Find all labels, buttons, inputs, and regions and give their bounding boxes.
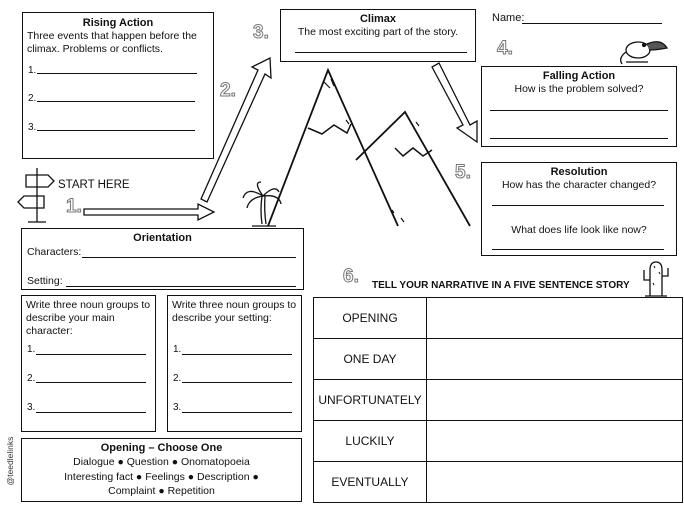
sign-post-illustration xyxy=(18,168,54,222)
noun-character-num-3: 3. xyxy=(27,402,36,413)
noun-groups-setting-box xyxy=(167,295,302,432)
palm-tree-illustration xyxy=(243,182,281,226)
opening-choice-title: Opening – Choose One xyxy=(100,442,223,454)
story-label: LUCKILY xyxy=(314,421,427,462)
noun-setting-num-2: 2. xyxy=(173,373,182,384)
name-field[interactable] xyxy=(522,23,662,24)
step-number-3: 3. xyxy=(253,22,269,43)
resolution-question-1: How has the character changed? xyxy=(501,179,657,191)
story-row-luckily xyxy=(314,421,683,462)
story-label: EVENTUALLY xyxy=(314,462,427,503)
falling-answer-1[interactable] xyxy=(490,110,668,111)
noun-character-num-1: 1. xyxy=(27,344,36,355)
resolution-answer-1[interactable] xyxy=(492,205,664,206)
arrow-to-orientation xyxy=(84,204,214,220)
step-number-6: 6. xyxy=(343,266,359,287)
falling-action-box xyxy=(481,66,677,147)
opening-choice-line-3: Complaint ● Repetition xyxy=(108,485,215,497)
characters-label: Characters: xyxy=(27,246,82,258)
resolution-title: Resolution xyxy=(550,166,608,178)
story-label: OPENING xyxy=(314,298,427,339)
rising-answer-2[interactable] xyxy=(37,101,195,102)
characters-field[interactable] xyxy=(82,257,296,258)
rising-num-1: 1. xyxy=(28,65,37,76)
story-row-opening xyxy=(314,298,683,339)
noun-groups-character-box xyxy=(21,295,156,432)
toucan-illustration xyxy=(621,42,667,64)
story-label: ONE DAY xyxy=(314,339,427,380)
noun-setting-num-1: 1. xyxy=(173,344,182,355)
five-sentence-title: TELL YOUR NARRATIVE IN A FIVE SENTENCE STORY xyxy=(372,280,630,291)
noun-setting-num-3: 3. xyxy=(173,402,182,413)
rising-action-box xyxy=(22,12,214,159)
noun-character-answer-3[interactable] xyxy=(36,412,146,413)
opening-choice-line-1: Dialogue ● Question ● Onomatopoeia xyxy=(73,456,250,468)
watermark: @teedlelinks xyxy=(5,436,15,486)
falling-action-description: How is the problem solved? xyxy=(514,83,644,95)
story-answer-luckily[interactable] xyxy=(427,421,683,462)
rising-answer-3[interactable] xyxy=(37,130,195,131)
climax-description: The most exciting part of the story. xyxy=(297,26,459,38)
story-row-unfortunately xyxy=(314,380,683,421)
noun-setting-answer-3[interactable] xyxy=(182,412,292,413)
orientation-box xyxy=(21,228,304,290)
story-answer-opening[interactable] xyxy=(427,298,683,339)
orientation-title: Orientation xyxy=(133,232,192,244)
story-row-one-day xyxy=(314,339,683,380)
noun-character-num-2: 2. xyxy=(27,373,36,384)
step-number-5: 5. xyxy=(455,162,471,183)
setting-label: Setting: xyxy=(27,275,63,287)
step-number-4: 4. xyxy=(497,38,513,59)
resolution-question-2: What does life look like now? xyxy=(511,224,647,236)
opening-choice-box xyxy=(21,438,302,502)
rising-num-3: 3. xyxy=(28,122,37,133)
noun-setting-answer-1[interactable] xyxy=(182,354,292,355)
resolution-box xyxy=(481,162,677,256)
falling-answer-2[interactable] xyxy=(490,138,668,139)
setting-field[interactable] xyxy=(66,286,296,287)
noun-character-answer-2[interactable] xyxy=(36,382,146,383)
story-row-eventually xyxy=(314,462,683,503)
rising-action-description: Three events that happen before the climax. Problems or conflicts. xyxy=(27,30,197,55)
climax-answer[interactable] xyxy=(295,52,467,53)
step-number-2: 2. xyxy=(220,80,236,101)
rising-answer-1[interactable] xyxy=(37,73,197,74)
climax-box xyxy=(280,9,476,62)
noun-character-answer-1[interactable] xyxy=(36,354,146,355)
story-answer-unfortunately[interactable] xyxy=(427,380,683,421)
noun-setting-answer-2[interactable] xyxy=(182,382,292,383)
climax-title: Climax xyxy=(359,13,397,25)
noun-setting-description: Write three noun groups to describe your setting: xyxy=(172,299,297,324)
resolution-answer-2[interactable] xyxy=(492,249,664,250)
opening-choice-line-2: Interesting fact ● Feelings ● Description ● xyxy=(64,470,259,483)
cactus-illustration xyxy=(644,262,668,296)
step-number-1: 1. xyxy=(66,196,82,217)
name-label: Name: xyxy=(492,12,525,24)
arrow-to-falling-action xyxy=(432,63,477,142)
falling-action-title: Falling Action xyxy=(542,70,616,82)
story-answer-eventually[interactable] xyxy=(427,462,683,503)
mountains-illustration xyxy=(268,70,470,226)
start-here-label: START HERE xyxy=(58,179,130,191)
story-answer-one-day[interactable] xyxy=(427,339,683,380)
rising-action-title: Rising Action xyxy=(82,17,154,29)
five-sentence-story-table xyxy=(313,297,683,503)
rising-num-2: 2. xyxy=(28,93,37,104)
noun-character-description: Write three noun groups to describe your main character: xyxy=(26,299,151,337)
story-label: UNFORTUNATELY xyxy=(314,380,427,421)
